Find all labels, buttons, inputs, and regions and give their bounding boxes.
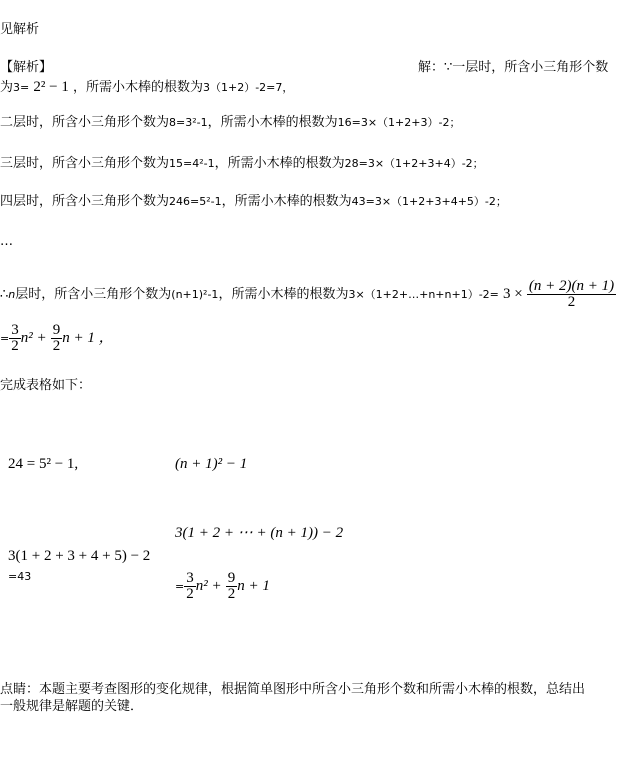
simplified-frac1-num: 3 — [11, 322, 19, 338]
simplified-line — [0, 322, 114, 355]
layer2-sticks: 16=3×（1+2+3）-2； — [337, 116, 461, 129]
table-cell-n-count: (n + 1)² − 1 — [175, 456, 248, 472]
simplified-eq: = — [0, 332, 10, 345]
comment-line-2: 一般规律是解题的关键． — [0, 699, 144, 714]
table-cell-simplified — [175, 570, 270, 603]
layer1-count-eq: 3= — [13, 81, 30, 94]
layer3-line — [0, 156, 484, 172]
table-simplified-frac2-den: 2 — [227, 586, 236, 602]
table-simplified-frac1-den: 2 — [186, 586, 194, 602]
simplified-frac2-num: 9 — [52, 322, 61, 338]
layer4-text: 四层时，所含小三角形个数为 — [0, 194, 170, 209]
layer-n-sticks: 3×（1+2+…+n+n+1）-2= — [348, 288, 499, 301]
layer3-text: 三层时，所含小三角形个数为 — [0, 156, 170, 171]
layer3-sticks: 28=3×（1+2+3+4）-2； — [344, 157, 484, 170]
simplified-frac2-den: 2 — [52, 338, 61, 354]
layer-n-mid: ，所需小木棒的根数为 — [218, 287, 349, 302]
table-simplified-frac2 — [226, 571, 238, 602]
answer-header: 见解析 — [0, 22, 40, 37]
table-cell-43-value: =43 — [8, 570, 32, 583]
layer4-mid: ，所需小木棒的根数为 — [221, 194, 352, 209]
wei-text: 为 — [0, 80, 14, 95]
layer4-sticks: 43=3×（1+2+3+4+5）-2； — [351, 195, 507, 208]
layer1-text: ，所需小木棒的根数为 — [72, 80, 203, 95]
layer2-mid: ，所需小木棒的根数为 — [207, 115, 338, 130]
solution-prefix: 解：∵一层时，所含小三角形个数 — [418, 60, 609, 75]
table-cell-n-sticks: 3(1 + 2 + ⋯ + (n + 1)) − 2 — [175, 525, 344, 541]
table-simplified-frac1 — [184, 571, 196, 602]
table-cell-43-expr: 3(1 + 2 + 3 + 4 + 5) − 2 — [8, 548, 151, 564]
ellipsis: … — [0, 234, 13, 249]
layer3-count: 15=4²-1 — [169, 157, 215, 170]
simplified-term1: n² + — [20, 330, 47, 346]
layer2-line — [0, 115, 460, 131]
simplified-frac1 — [9, 323, 21, 354]
table-simplified-term2: n + 1 — [237, 578, 270, 594]
layer-n-variable: n — [8, 288, 16, 301]
layer4-line — [0, 194, 507, 210]
layer-n-count: (n+1)²-1 — [171, 288, 219, 301]
layer-n-frac-denominator: 2 — [567, 294, 576, 310]
table-simplified-term1: n² + — [195, 578, 222, 594]
layer-n-text: 层时，所含小三角形个数为 — [15, 287, 172, 302]
simplified-frac2 — [51, 323, 63, 354]
layer2-text: 二层时，所含小三角形个数为 — [0, 115, 170, 130]
table-simplified-frac1-num: 3 — [186, 570, 194, 586]
comment-line-1: 点睛：本题主要考查图形的变化规律，根据简单图形中所含小三角形个数和所需小木棒的根数，总结出 — [0, 682, 586, 697]
layer1-line — [0, 79, 293, 96]
layer-n-line — [0, 278, 616, 311]
table-cell-24: 24 = 5² − 1, — [8, 456, 79, 472]
layer1-formula: 2² − 1 — [33, 79, 69, 95]
table-simplified-eq: = — [175, 580, 185, 593]
table-simplified-frac2-num: 9 — [227, 570, 236, 586]
layer-n-frac-numerator: (n + 2)(n + 1) — [528, 278, 615, 294]
therefore-symbol: ∴ — [0, 287, 9, 302]
table-intro: 完成表格如下： — [0, 378, 92, 393]
layer-n-times: 3 × — [503, 286, 523, 302]
simplified-term2: n + 1 ， — [62, 330, 114, 346]
layer3-mid: ，所需小木棒的根数为 — [214, 156, 345, 171]
layer-n-fraction — [527, 279, 616, 310]
layer2-count: 8=3²-1 — [169, 116, 208, 129]
layer4-count: 246=5²-1 — [169, 195, 222, 208]
analysis-label: 【解析】 — [0, 60, 53, 75]
simplified-frac1-den: 2 — [11, 338, 19, 354]
layer1-sticks: 3（1+2）-2=7， — [203, 81, 294, 94]
